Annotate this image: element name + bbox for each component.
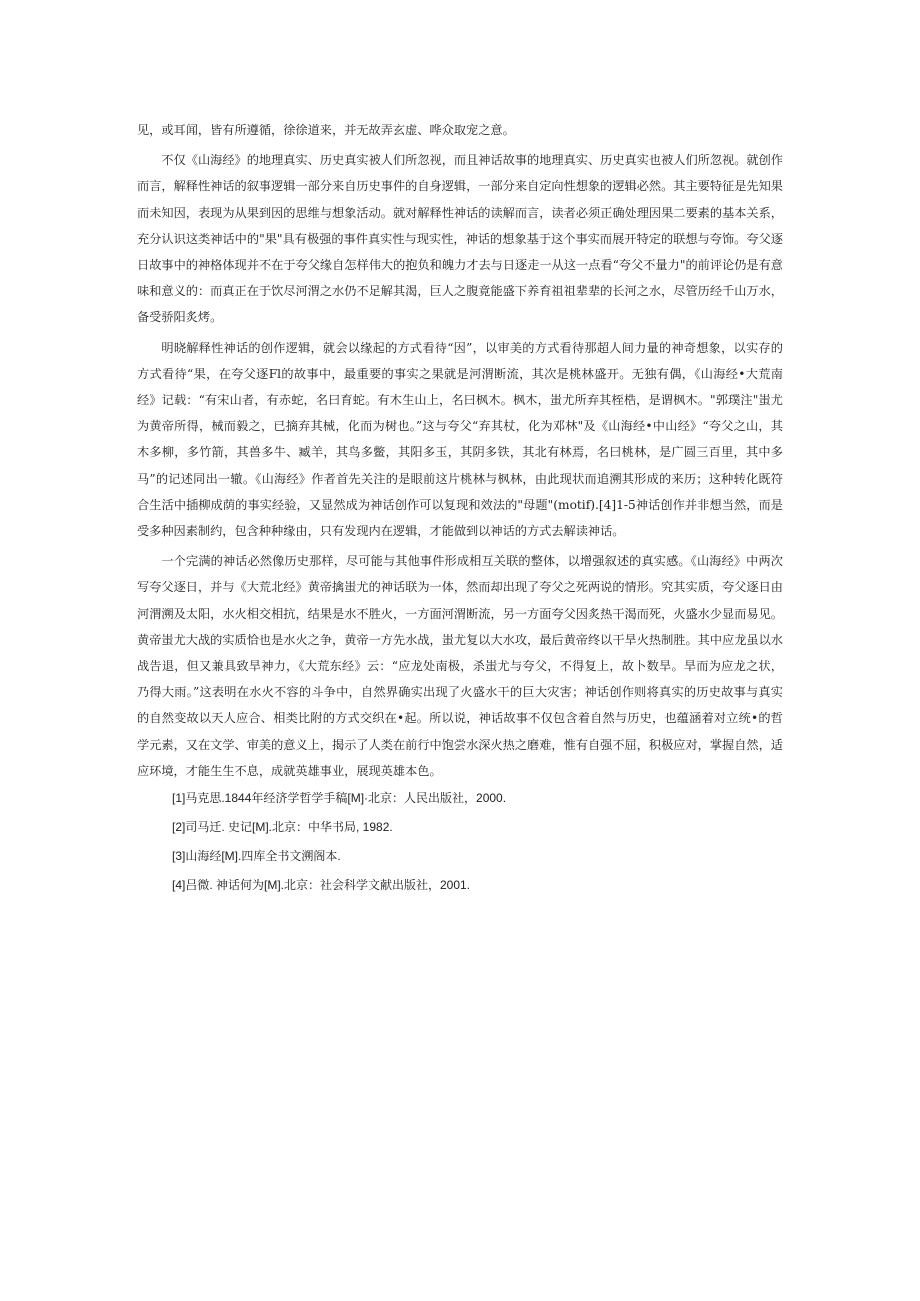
reference-item: [1]马克思.1844年经济学哲学手稿[M]·北京：人民出版社，2000. (172, 791, 507, 806)
reference-item: [4]吕微. 神话何为[M].北京：社会科学文献出版社，2001. (172, 878, 471, 893)
reference-item: [2]司马迁. 史记[M].北京：中华书局, 1982. (172, 820, 393, 835)
reference-item: [3]山海经[M].四库全书文溯阁本. (172, 849, 341, 864)
document-body (137, 117, 783, 904)
paragraph-complete-myth: 一个完满的神话必然像历史那样，尽可能与其他事件形成相互关联的整体，以增强叙述的真实感。《山海经》中两次写夸父逐日，并与《大荒北经》黄帝擒蚩尤的神话联为一体，然而却出现了夸父之死两说的情形。究其实质，夸父逐日由河渭溯及太阳，水火相交相抗，结果是水不胜火，一方面河渭断流，另一方面夸父因炙热干渴而死，火盛水少显而易见。黄帝蚩尤大战的实质恰也是水火之争，黄帝一方先水战，蚩尤复以大水攻，最后黄帝终以干旱火热制胜。其中应龙虽以水战告退，但又兼具致旱神力，《大荒东经》云：“应龙处南极，杀蚩尤与夸父，不得复上，故卜数旱。旱而为应龙之状，乃得大雨。”这表明在水火不容的斗争中，自然界确实出现了火盛水干的巨大灾害；神话创作则将真实的历史故事与真实的自然变故以天人应合、相类比附的方式交织在•起。所以说，神话故事不仅包含着自然与历史，也蕴涵着对立统•的哲学元素，又在文学、审美的意义上，揭示了人类在前行中饱尝水深火热之磨难，惟有自强不屈，积极应对，掌握自然，适应环境，才能生生不息，成就英雄事业，展现英雄本色。 (137, 554, 783, 778)
paragraph-continuation: 见，或耳闻，皆有所遵循，徐徐道来，并无故弄玄虚、哗众取宠之意。 (137, 123, 515, 137)
paragraph-creative-logic: 明晓解释性神话的创作逻辑，就会以缘起的方式看待“因”，以审美的方式看待那超人间力量的神奇想象，以实存的方式看待“果，在夸父逐Fl的故事中，最重要的事实之果就是河渭断流，其次是桃林盛开。无独有偶，《山海经•大荒南经》记载：“有宋山者，有赤蛇，名曰育蛇。有木生山上，名曰枫木。枫木，蚩尤所弃其桎梏，是谓枫木。"郭璞注"蚩尤为黄帝所得，械而毅之，已摘弃其械，化而为树也。”这与夸父“弃其杖，化为邓林"及《山海经•中山经》“夸父之山，其木多柳，多竹箭，其兽多牛、臧羊，其鸟多鳖，其阳多玉，其阴多铁，其北有林焉，名曰桃林，是广圆三百里，其中多马”的记述同出一辙。《山海经》作者首先关注的是眼前这片桃林与枫林，由此现状而追溯其形成的来历；这种转化既符合生活中插柳成荫的事实经验，又显然成为神话创作可以复现和效法的"母题"(motif).[4]1-5神话创作并非想当然，而是受多种因素制约，包含种种缘由，只有发现内在逻辑，才能做到以神话的方式去解读神话。 (137, 340, 783, 539)
paragraph-geographic-truth: 不仅《山海经》的地理真实、历史真实被人们所忽视，而且神话故事的地理真实、历史真实也被人们所忽视。就创作而言，解释性神话的叙事逻辑一部分来自历史事件的自身逻辑，一部分来自定向性想象的逻辑必然。其主要特征是先知果而未知因，表现为从果到因的思维与想象活动。就对解释性神话的读解而言，读者必须正确处理因果二要素的基本关系，充分认识这类神话中的"果"具有极强的事件真实性与现实性，神话的想象基于这个事实而展开特定的联想与夸饰。夸父逐日故事中的神格体现并不在于夸父缘自怎样伟大的抱负和魄力才去与日逐走一从这一点看“夸父不量力"的前评论仍是有意味和意义的：而真正在于饮尽河渭之水仍不足解其渴，巨人之腹竟能盛下养育祖祖辈辈的长河之水，尽管历经千山万水，备受骄阳炙烤。 (137, 153, 783, 325)
reference-list (137, 788, 783, 895)
